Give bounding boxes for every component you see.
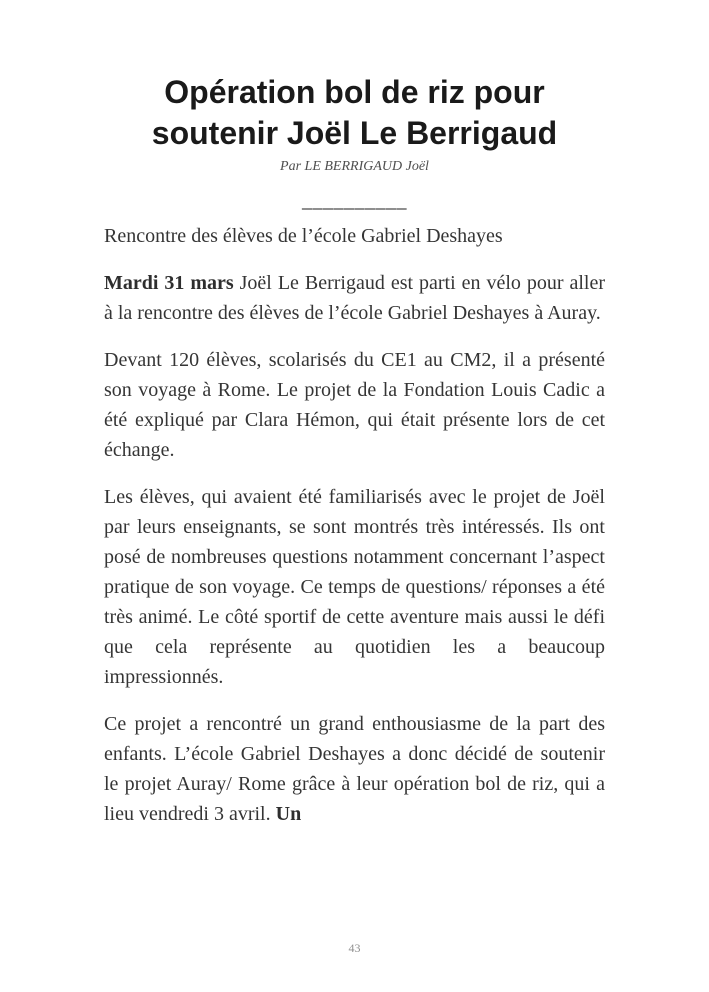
- page-number: 43: [348, 941, 361, 955]
- page-title: Opération bol de riz pour soutenir Joël Le Berrigaud: [151, 74, 558, 151]
- bold-text-run: Un: [275, 802, 302, 825]
- article-body: [104, 221, 605, 829]
- paragraph: [104, 268, 605, 328]
- text-run: Rencontre des élèves de l’école Gabriel Deshayes: [104, 224, 503, 247]
- section-divider: __________: [302, 189, 407, 212]
- text-run: Devant 120 élèves, scolarisés du CE1 au CM2, il a présenté son voyage à Rome. Le projet de la Fondation Louis Cadic a été expliqué par Clara Hémon, qui était présente lors de cet échange.: [104, 348, 605, 461]
- paragraph: [104, 709, 605, 829]
- bold-text-run: Mardi 31 mars: [104, 271, 234, 294]
- text-run: Les élèves, qui avaient été familiarisés avec le projet de Joël par leurs enseignants, se sont montrés très intéressés. Ils ont posé de nombreuses questions notamment concernant l’aspect pratique de son voyage. Ce temps de questions/ réponses a été très animé. Le côté sportif de cette aventure mais aussi le défi que cela représente au quotidien les a beaucoup impressionnés.: [104, 485, 605, 688]
- text-run: Ce projet a rencontré un grand enthousiasme de la part des enfants. L’école Gabriel Deshayes a donc décidé de soutenir le projet Auray/ Rome grâce à leur opération bol de riz, qui a lieu vendredi 3 avril.: [104, 712, 605, 825]
- text-run: Joël Le Berrigaud est parti en vélo pour aller à la rencontre des élèves de l’école Gabriel Deshayes à Auray.: [104, 271, 605, 324]
- paragraph: [104, 482, 605, 692]
- paragraph: [104, 345, 605, 465]
- byline: Par LE BERRIGAUD Joël: [280, 158, 429, 174]
- paragraph: [104, 221, 605, 251]
- article-header: [0, 0, 709, 211]
